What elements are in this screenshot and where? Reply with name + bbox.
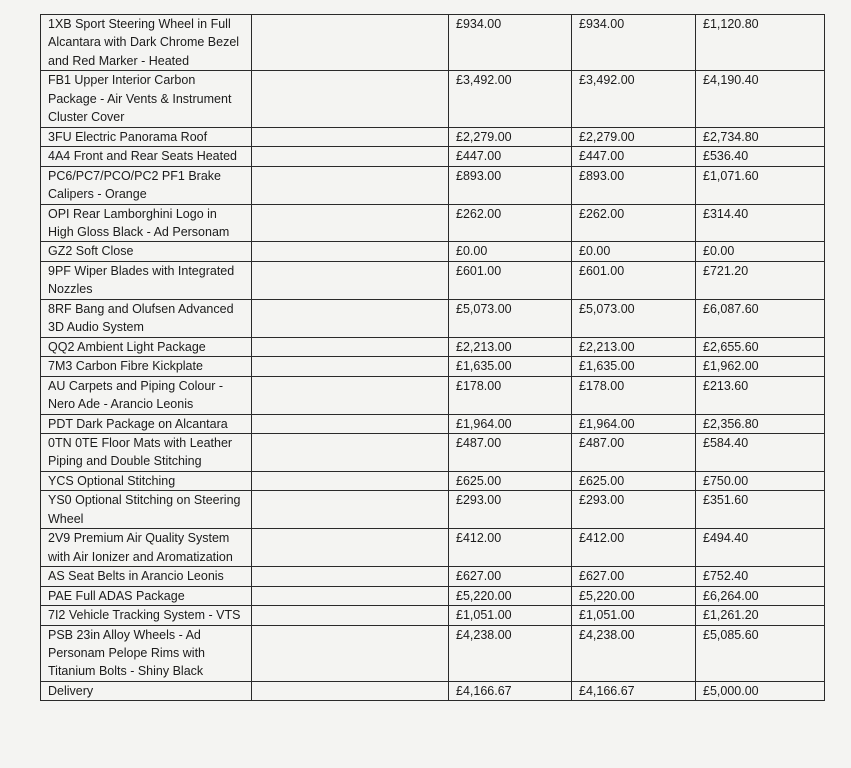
- price-incl-vat-cell: £351.60: [696, 491, 825, 529]
- price-cell: £487.00: [572, 433, 696, 471]
- price-cell: £5,220.00: [449, 586, 572, 605]
- option-description-cell: 2V9 Premium Air Quality System with Air Ionizer and Aromatization: [41, 529, 252, 567]
- price-cell: £487.00: [449, 433, 572, 471]
- table-row: [41, 15, 825, 71]
- option-description-cell: AU Carpets and Piping Colour - Nero Ade - Arancio Leonis: [41, 376, 252, 414]
- price-cell: £625.00: [449, 471, 572, 490]
- price-incl-vat-cell: £1,071.60: [696, 166, 825, 204]
- table-row: [41, 491, 825, 529]
- table-row: [41, 471, 825, 490]
- price-cell: £601.00: [449, 261, 572, 299]
- option-description-cell: GZ2 Soft Close: [41, 242, 252, 261]
- table-row: [41, 586, 825, 605]
- empty-cell: [252, 681, 449, 700]
- table-row: [41, 299, 825, 337]
- price-incl-vat-cell: £213.60: [696, 376, 825, 414]
- price-incl-vat-cell: £5,085.60: [696, 625, 825, 681]
- option-description-cell: 4A4 Front and Rear Seats Heated: [41, 147, 252, 166]
- price-cell: £293.00: [572, 491, 696, 529]
- price-cell: £293.00: [449, 491, 572, 529]
- price-cell: £0.00: [572, 242, 696, 261]
- option-description-cell: 1XB Sport Steering Wheel in Full Alcantara with Dark Chrome Bezel and Red Marker - Heated: [41, 15, 252, 71]
- price-cell: £5,220.00: [572, 586, 696, 605]
- price-cell: £1,635.00: [449, 357, 572, 376]
- price-cell: £412.00: [572, 529, 696, 567]
- price-incl-vat-cell: £1,261.20: [696, 606, 825, 625]
- table-body: [41, 15, 825, 701]
- price-cell: £2,213.00: [572, 337, 696, 356]
- option-description-cell: 7M3 Carbon Fibre Kickplate: [41, 357, 252, 376]
- price-incl-vat-cell: £6,264.00: [696, 586, 825, 605]
- price-cell: £2,279.00: [449, 127, 572, 146]
- empty-cell: [252, 71, 449, 127]
- price-cell: £4,238.00: [572, 625, 696, 681]
- option-description-cell: PSB 23in Alloy Wheels - Ad Personam Pelope Rims with Titanium Bolts - Shiny Black: [41, 625, 252, 681]
- price-cell: £5,073.00: [449, 299, 572, 337]
- price-incl-vat-cell: £2,356.80: [696, 414, 825, 433]
- price-cell: £934.00: [449, 15, 572, 71]
- price-cell: £893.00: [449, 166, 572, 204]
- option-description-cell: Delivery: [41, 681, 252, 700]
- price-incl-vat-cell: £314.40: [696, 204, 825, 242]
- table-row: [41, 625, 825, 681]
- price-cell: £4,166.67: [449, 681, 572, 700]
- empty-cell: [252, 147, 449, 166]
- empty-cell: [252, 606, 449, 625]
- price-cell: £412.00: [449, 529, 572, 567]
- empty-cell: [252, 337, 449, 356]
- price-cell: £2,279.00: [572, 127, 696, 146]
- price-cell: £893.00: [572, 166, 696, 204]
- empty-cell: [252, 127, 449, 146]
- price-incl-vat-cell: £1,120.80: [696, 15, 825, 71]
- empty-cell: [252, 204, 449, 242]
- table-row: [41, 681, 825, 700]
- empty-cell: [252, 357, 449, 376]
- price-cell: £627.00: [572, 567, 696, 586]
- price-cell: £3,492.00: [449, 71, 572, 127]
- price-cell: £5,073.00: [572, 299, 696, 337]
- price-incl-vat-cell: £2,655.60: [696, 337, 825, 356]
- table-row: [41, 71, 825, 127]
- empty-cell: [252, 586, 449, 605]
- price-cell: £262.00: [449, 204, 572, 242]
- option-description-cell: FB1 Upper Interior Carbon Package - Air Vents & Instrument Cluster Cover: [41, 71, 252, 127]
- table-row: [41, 147, 825, 166]
- table-row: [41, 127, 825, 146]
- empty-cell: [252, 471, 449, 490]
- price-incl-vat-cell: £5,000.00: [696, 681, 825, 700]
- price-cell: £0.00: [449, 242, 572, 261]
- table-row: [41, 567, 825, 586]
- price-incl-vat-cell: £4,190.40: [696, 71, 825, 127]
- price-cell: £447.00: [572, 147, 696, 166]
- price-cell: £262.00: [572, 204, 696, 242]
- table-row: [41, 414, 825, 433]
- table-row: [41, 529, 825, 567]
- price-cell: £1,964.00: [449, 414, 572, 433]
- table-row: [41, 337, 825, 356]
- empty-cell: [252, 433, 449, 471]
- option-description-cell: OPI Rear Lamborghini Logo in High Gloss Black - Ad Personam: [41, 204, 252, 242]
- table-row: [41, 357, 825, 376]
- table-row: [41, 433, 825, 471]
- price-cell: £625.00: [572, 471, 696, 490]
- empty-cell: [252, 567, 449, 586]
- option-description-cell: YCS Optional Stitching: [41, 471, 252, 490]
- price-incl-vat-cell: £752.40: [696, 567, 825, 586]
- price-cell: £4,238.00: [449, 625, 572, 681]
- price-cell: £934.00: [572, 15, 696, 71]
- price-incl-vat-cell: £584.40: [696, 433, 825, 471]
- empty-cell: [252, 261, 449, 299]
- option-description-cell: 9PF Wiper Blades with Integrated Nozzles: [41, 261, 252, 299]
- table-row: [41, 261, 825, 299]
- price-incl-vat-cell: £6,087.60: [696, 299, 825, 337]
- price-incl-vat-cell: £494.40: [696, 529, 825, 567]
- option-description-cell: PAE Full ADAS Package: [41, 586, 252, 605]
- option-description-cell: 7I2 Vehicle Tracking System - VTS: [41, 606, 252, 625]
- empty-cell: [252, 491, 449, 529]
- price-incl-vat-cell: £750.00: [696, 471, 825, 490]
- empty-cell: [252, 414, 449, 433]
- price-cell: £447.00: [449, 147, 572, 166]
- option-description-cell: 0TN 0TE Floor Mats with Leather Piping and Double Stitching: [41, 433, 252, 471]
- empty-cell: [252, 529, 449, 567]
- table-row: [41, 204, 825, 242]
- price-cell: £1,964.00: [572, 414, 696, 433]
- option-description-cell: YS0 Optional Stitching on Steering Wheel: [41, 491, 252, 529]
- option-description-cell: PDT Dark Package on Alcantara: [41, 414, 252, 433]
- option-description-cell: PC6/PC7/PCO/PC2 PF1 Brake Calipers - Orange: [41, 166, 252, 204]
- empty-cell: [252, 376, 449, 414]
- table-row: [41, 376, 825, 414]
- empty-cell: [252, 242, 449, 261]
- price-cell: £1,051.00: [572, 606, 696, 625]
- price-cell: £178.00: [449, 376, 572, 414]
- price-cell: £178.00: [572, 376, 696, 414]
- options-price-table: [40, 14, 825, 701]
- empty-cell: [252, 299, 449, 337]
- price-cell: £3,492.00: [572, 71, 696, 127]
- empty-cell: [252, 625, 449, 681]
- price-incl-vat-cell: £2,734.80: [696, 127, 825, 146]
- table-row: [41, 166, 825, 204]
- empty-cell: [252, 166, 449, 204]
- price-cell: £601.00: [572, 261, 696, 299]
- option-description-cell: QQ2 Ambient Light Package: [41, 337, 252, 356]
- price-cell: £4,166.67: [572, 681, 696, 700]
- price-cell: £1,051.00: [449, 606, 572, 625]
- option-description-cell: 8RF Bang and Olufsen Advanced 3D Audio System: [41, 299, 252, 337]
- option-description-cell: AS Seat Belts in Arancio Leonis: [41, 567, 252, 586]
- price-incl-vat-cell: £0.00: [696, 242, 825, 261]
- price-cell: £627.00: [449, 567, 572, 586]
- price-incl-vat-cell: £721.20: [696, 261, 825, 299]
- option-description-cell: 3FU Electric Panorama Roof: [41, 127, 252, 146]
- price-incl-vat-cell: £1,962.00: [696, 357, 825, 376]
- price-incl-vat-cell: £536.40: [696, 147, 825, 166]
- empty-cell: [252, 15, 449, 71]
- table-row: [41, 606, 825, 625]
- table-row: [41, 242, 825, 261]
- price-cell: £1,635.00: [572, 357, 696, 376]
- price-cell: £2,213.00: [449, 337, 572, 356]
